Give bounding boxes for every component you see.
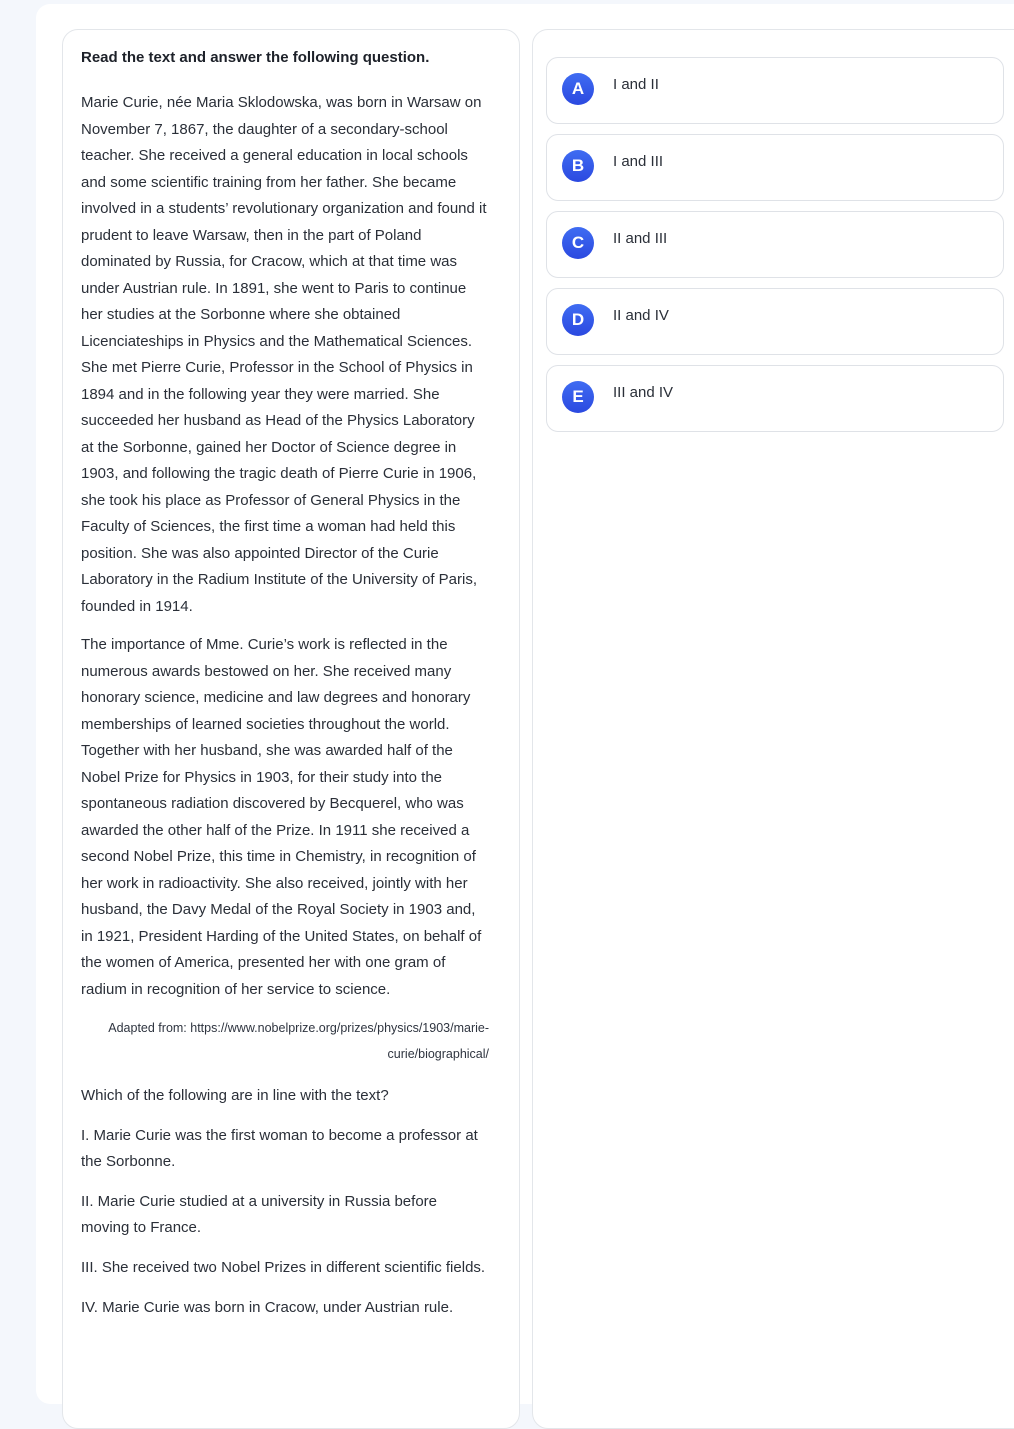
option-a-label: I and II — [613, 76, 659, 93]
source-citation: Adapted from: https://www.nobelprize.org/prizes/physics/1903/marie-curie/biographical/ — [108, 1021, 489, 1061]
option-e[interactable] — [546, 365, 1004, 432]
statement-3: III. She received two Nobel Prizes in different scientific fields. — [81, 1259, 486, 1276]
statement-2: II. Marie Curie studied at a university in Russia before moving to France. — [81, 1193, 437, 1236]
option-a-badge: A — [562, 73, 594, 105]
option-d-label: II and IV — [613, 307, 669, 324]
option-b-badge: B — [562, 150, 594, 182]
option-b-label: I and III — [613, 153, 664, 170]
question-panel — [62, 29, 520, 1429]
statement-4: IV. Marie Curie was born in Cracow, under Austrian rule. — [81, 1299, 454, 1316]
question-prompt: Which of the following are in line with the text? — [81, 1087, 389, 1104]
option-e-badge: E — [562, 381, 594, 413]
statement-1: I. Marie Curie was the first woman to become a professor at the Sorbonne. — [81, 1127, 478, 1170]
passage — [81, 90, 489, 1003]
passage-paragraph-1: Marie Curie, née Maria Sklodowska, was born in Warsaw on November 7, 1867, the daughter of a secondary-school teacher. She received a general education in local schools and some scientific training from her father. She became involved in a students’ revolutionary organization and found it prudent to leave Warsaw, then in the part of Poland dominated by Russia, for Cracow, which at that time was under Austrian rule. In 1891, she went to Paris to continue her studies at the Sorbonne where she obtained Licenciateships in Physics and the Mathematical Sciences. She met Pierre Curie, Professor in the School of Physics in 1894 and in the following year they were married. She succeeded her husband as Head of the Physics Laboratory at the Sorbonne, gained her Doctor of Science degree in 1903, and following the tragic death of Pierre Curie in 1906, she took his place as Professor of General Physics in the Faculty of Sciences, the first time a woman had held this position. She was also appointed Director of the Curie Laboratory in the Radium Institute of the University of Paris, founded in 1914. — [81, 94, 487, 615]
option-e-label: III and IV — [613, 384, 674, 401]
passage-paragraph-2: The importance of Mme. Curie’s work is reflected in the numerous awards bestowed on her. She received many honorary science, medicine and law degrees and honorary memberships of learned societies throughout the world. Together with her husband, she was awarded half of the Nobel Prize for Physics in 1903, for their study into the spontaneous radiation discovered by Becquerel, who was awarded the other half of the Prize. In 1911 she received a second Nobel Prize, this time in Chemistry, in recognition of her work in radioactivity. She also received, jointly with her husband, the Davy Medal of the Royal Society in 1903 and, in 1921, President Harding of the United States, on behalf of the women of America, presented her with one gram of radium in recognition of her service to science. — [81, 636, 482, 998]
option-c-label: II and III — [613, 230, 668, 247]
option-c[interactable] — [546, 211, 1004, 278]
option-d-badge: D — [562, 304, 594, 336]
options-panel — [532, 29, 1014, 1429]
option-d[interactable] — [546, 288, 1004, 355]
option-c-badge: C — [562, 227, 594, 259]
option-b[interactable] — [546, 134, 1004, 201]
instruction-text: Read the text and answer the following question. — [81, 49, 430, 66]
option-a[interactable] — [546, 57, 1004, 124]
